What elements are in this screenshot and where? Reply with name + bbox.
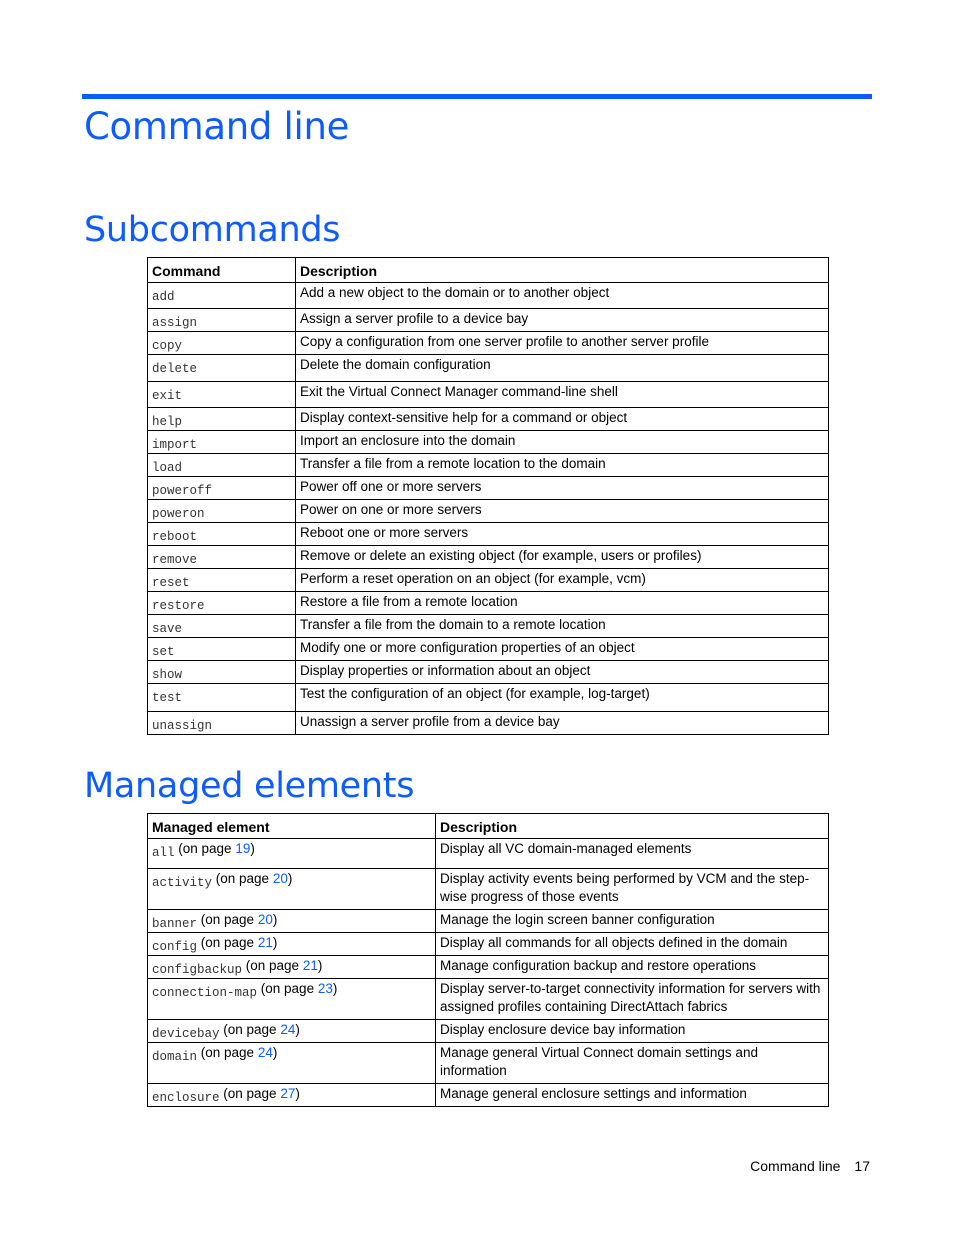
table-row (148, 712, 829, 735)
table-row (148, 355, 829, 382)
table-row (148, 431, 829, 454)
element-cell (148, 910, 436, 933)
command-cell (148, 523, 296, 546)
table-row (148, 592, 829, 615)
on-page-suffix: ) (287, 871, 293, 886)
table-row (148, 382, 829, 408)
command-cell (148, 661, 296, 684)
command-name: show (152, 668, 183, 682)
table-row (148, 454, 829, 477)
command-name: test (152, 691, 183, 705)
on-page-suffix: ) (272, 935, 278, 950)
table-row (148, 332, 829, 355)
description-cell: Power off one or more servers (296, 477, 829, 500)
table-row (148, 661, 829, 684)
description-cell: Reboot one or more servers (296, 523, 829, 546)
description-cell: Manage the login screen banner configuration (436, 910, 829, 933)
description-cell: Add a new object to the domain or to another object (296, 283, 829, 309)
element-name: domain (152, 1050, 198, 1064)
description-cell: Delete the domain configuration (296, 355, 829, 382)
description-cell: Copy a configuration from one server profile to another server profile (296, 332, 829, 355)
page-number: 17 (854, 1158, 870, 1174)
command-name: remove (152, 553, 198, 567)
element-cell (148, 839, 436, 869)
table-row (148, 956, 829, 979)
on-page-prefix: (on page (197, 935, 258, 950)
table-row (148, 477, 829, 500)
page-link[interactable]: 19 (235, 841, 251, 856)
command-cell (148, 684, 296, 712)
table-row (148, 638, 829, 661)
managed-elements-table (147, 813, 829, 1107)
element-name: enclosure (152, 1091, 220, 1105)
page-link[interactable]: 21 (257, 935, 273, 950)
description-cell: Unassign a server profile from a device bay (296, 712, 829, 735)
description-cell: Import an enclosure into the domain (296, 431, 829, 454)
subcommands-table (147, 257, 829, 735)
command-cell (148, 283, 296, 309)
description-cell: Manage general Virtual Connect domain settings and information (436, 1043, 829, 1084)
command-cell (148, 615, 296, 638)
table-row (148, 546, 829, 569)
command-name: help (152, 415, 183, 429)
table-row (148, 283, 829, 309)
command-cell (148, 382, 296, 408)
table-row (148, 869, 829, 910)
description-cell: Test the configuration of an object (for example, log-target) (296, 684, 829, 712)
table-row (148, 979, 829, 1020)
description-cell: Display all commands for all objects defined in the domain (436, 933, 829, 956)
page-link[interactable]: 21 (302, 958, 318, 973)
description-cell: Display activity events being performed by VCM and the step-wise progress of those events (436, 869, 829, 910)
command-name: add (152, 290, 175, 304)
section-heading-managed-elements: Managed elements (84, 766, 415, 806)
description-cell: Display properties or information about an object (296, 661, 829, 684)
description-cell: Transfer a file from the domain to a remote location (296, 615, 829, 638)
table-row (148, 1084, 829, 1107)
table-row (148, 500, 829, 523)
command-cell (148, 546, 296, 569)
command-name: unassign (152, 719, 213, 733)
command-name: poweroff (152, 484, 213, 498)
on-page-prefix: (on page (197, 912, 258, 927)
command-name: poweron (152, 507, 205, 521)
on-page-prefix: (on page (219, 1086, 281, 1101)
on-page-prefix: (on page (212, 871, 273, 886)
description-cell: Assign a server profile to a device bay (296, 309, 829, 332)
title-rule (82, 94, 872, 99)
column-header-description: Description (296, 258, 829, 283)
command-name: reboot (152, 530, 198, 544)
description-cell: Modify one or more configuration properties of an object (296, 638, 829, 661)
table-header-row (148, 814, 829, 839)
element-name: devicebay (152, 1027, 220, 1041)
table-row (148, 684, 829, 712)
description-cell: Exit the Virtual Connect Manager command-line shell (296, 382, 829, 408)
table-row (148, 569, 829, 592)
table-row (148, 408, 829, 431)
element-cell (148, 933, 436, 956)
table-row (148, 839, 829, 869)
table-row (148, 523, 829, 546)
command-name: save (152, 622, 183, 636)
table-row (148, 910, 829, 933)
on-page-suffix: ) (317, 958, 323, 973)
on-page-prefix: (on page (197, 1045, 258, 1060)
command-name: copy (152, 339, 183, 353)
description-cell: Power on one or more servers (296, 500, 829, 523)
table-row (148, 309, 829, 332)
table-row (148, 1020, 829, 1043)
command-name: delete (152, 362, 198, 376)
on-page-prefix: (on page (257, 981, 318, 996)
description-cell: Manage configuration backup and restore operations (436, 956, 829, 979)
command-cell (148, 638, 296, 661)
column-header-command: Command (148, 258, 296, 283)
page-link[interactable]: 20 (272, 871, 288, 886)
table-header-row (148, 258, 829, 283)
page-link[interactable]: 24 (280, 1022, 296, 1037)
element-cell (148, 1084, 436, 1107)
element-name: configbackup (152, 963, 243, 977)
description-cell: Display server-to-target connectivity information for servers with assigned profiles containing DirectAttach fabrics (436, 979, 829, 1020)
description-cell: Remove or delete an existing object (for example, users or profiles) (296, 546, 829, 569)
description-cell: Restore a file from a remote location (296, 592, 829, 615)
command-cell (148, 408, 296, 431)
command-cell (148, 355, 296, 382)
description-cell: Display enclosure device bay information (436, 1020, 829, 1043)
description-cell: Manage general enclosure settings and information (436, 1084, 829, 1107)
command-name: assign (152, 316, 198, 330)
page-link[interactable]: 23 (317, 981, 333, 996)
command-name: restore (152, 599, 205, 613)
element-name: all (152, 846, 175, 860)
command-cell (148, 569, 296, 592)
element-cell (148, 1020, 436, 1043)
on-page-suffix: ) (272, 1045, 278, 1060)
command-cell (148, 592, 296, 615)
on-page-suffix: ) (272, 912, 278, 927)
page-link[interactable]: 24 (257, 1045, 273, 1060)
description-cell: Display context-sensitive help for a command or object (296, 408, 829, 431)
element-name: banner (152, 917, 198, 931)
page-link[interactable]: 27 (280, 1086, 296, 1101)
on-page-suffix: ) (295, 1086, 300, 1101)
element-cell (148, 869, 436, 910)
command-cell (148, 477, 296, 500)
page-link[interactable]: 20 (257, 912, 273, 927)
table-row (148, 615, 829, 638)
table-row (148, 933, 829, 956)
on-page-prefix: (on page (174, 841, 236, 856)
table-row (148, 1043, 829, 1084)
element-name: config (152, 940, 198, 954)
command-cell (148, 500, 296, 523)
command-cell (148, 332, 296, 355)
page-title: Command line (84, 105, 350, 148)
column-header-description: Description (436, 814, 829, 839)
element-name: connection-map (152, 986, 258, 1000)
element-cell (148, 956, 436, 979)
description-cell: Display all VC domain-managed elements (436, 839, 829, 869)
description-cell: Perform a reset operation on an object (for example, vcm) (296, 569, 829, 592)
element-cell (148, 979, 436, 1020)
command-name: exit (152, 389, 183, 403)
description-cell: Transfer a file from a remote location to the domain (296, 454, 829, 477)
command-cell (148, 309, 296, 332)
command-name: import (152, 438, 198, 452)
on-page-prefix: (on page (219, 1022, 281, 1037)
command-cell (148, 431, 296, 454)
command-name: reset (152, 576, 190, 590)
footer-label: Command line (750, 1158, 841, 1174)
on-page-suffix: ) (250, 841, 255, 856)
command-name: load (152, 461, 183, 475)
page-footer (750, 1158, 870, 1174)
on-page-suffix: ) (332, 981, 338, 996)
section-heading-subcommands: Subcommands (84, 210, 341, 250)
element-name: activity (152, 876, 213, 890)
on-page-suffix: ) (295, 1022, 300, 1037)
column-header-managed-element: Managed element (148, 814, 436, 839)
command-cell (148, 454, 296, 477)
element-cell (148, 1043, 436, 1084)
command-cell (148, 712, 296, 735)
on-page-prefix: (on page (242, 958, 303, 973)
command-name: set (152, 645, 175, 659)
